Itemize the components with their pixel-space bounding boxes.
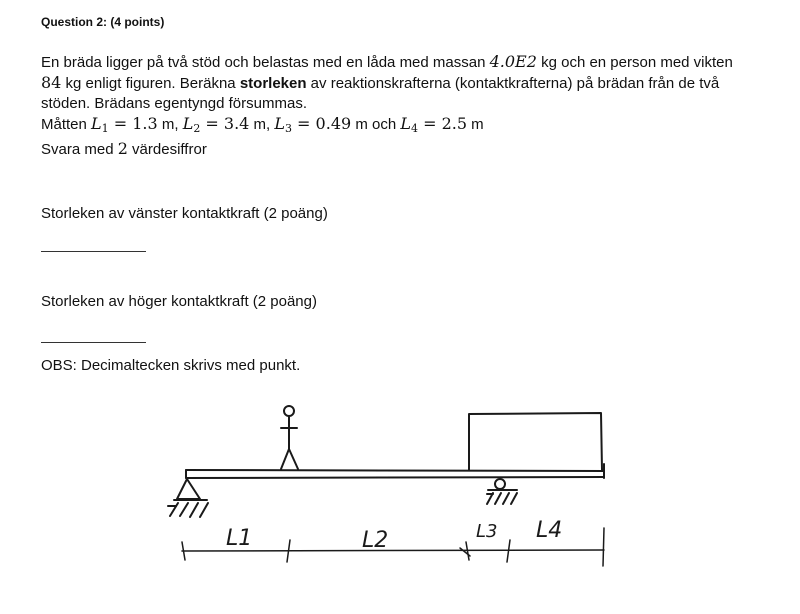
left-force-label: Storleken av vänster kontaktkraft (2 poäng) [41,205,328,222]
text-line2b: av reaktionskrafterna (kontaktkrafterna) på brädan från de två [306,75,720,92]
L1-unit: m, [157,116,183,133]
board [186,464,604,478]
L2-value: = 3.4 [200,114,250,133]
L3-subscript: 3 [284,122,292,135]
L2-symbol: L [182,114,194,133]
L3-symbol: L [274,114,285,133]
person-figure [281,406,298,469]
L4-subscript: 4 [410,122,418,135]
L2-unit: m, [249,116,275,133]
right-force-label: Storleken av höger kontaktkraft (2 poäng) [41,293,317,310]
L1-value: = 1.3 [108,114,158,133]
weight-value: 84 [41,73,62,92]
question-heading: Question 2: (4 points) [41,15,165,29]
text-line1b: kg och en person med vikten [536,54,733,71]
L4-unit: m [467,116,484,133]
svara-number: 2 [117,139,128,158]
svara-text: Svara med [41,141,118,158]
mass-value: 4.0E2 [489,52,537,71]
L2-subscript: 2 [193,122,201,135]
L1-subscript: 1 [101,122,109,135]
right-roller-support [487,479,517,504]
text-line2a: kg enligt figuren. Beräkna [61,75,240,92]
svara-text-end: värdesiffror [127,141,207,158]
text-bold-storleken: storleken [239,75,307,92]
L1-symbol: L [91,114,102,133]
dims-prefix: Måtten [41,116,92,133]
text-line3: stöden. Brädans egentyngd försummas. [41,95,307,112]
label-L4: L4 [536,518,563,543]
L4-value: = 2.5 [417,114,468,133]
L3-value: = 0.49 [291,114,352,133]
label-L3: L3 [476,521,498,542]
label-L1: L1 [226,526,253,551]
text-line1a: En bräda ligger på två stöd och belastas med en låda med massan [41,54,490,71]
L4-symbol: L [400,114,411,133]
L3-unit: m och [351,116,401,133]
decimal-note: OBS: Decimaltecken skrivs med punkt. [41,357,301,374]
left-pin-support [168,479,208,517]
box [469,413,602,470]
label-L2: L2 [362,528,389,553]
